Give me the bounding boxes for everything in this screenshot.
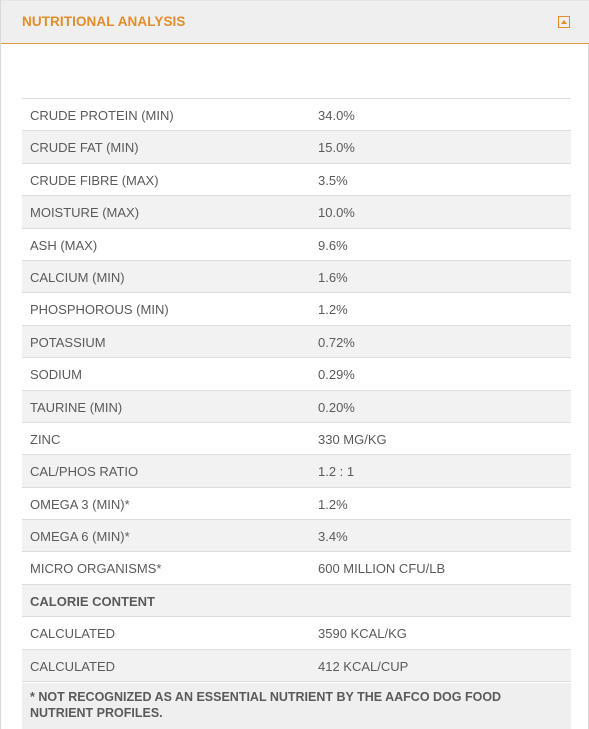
table-row: [22, 229, 571, 261]
table-row: [22, 488, 571, 520]
nutrient-value: 15.0%: [318, 140, 355, 156]
table-row: [22, 520, 571, 552]
nutrient-value: 3.4%: [318, 529, 348, 545]
table-row: [22, 131, 571, 163]
table-row: [22, 455, 571, 487]
table-row: [22, 423, 571, 455]
nutrient-label: CALCULATED: [30, 658, 116, 674]
nutrient-value: 1.2 : 1: [318, 464, 355, 480]
table-row: [22, 650, 571, 682]
table-row: [22, 293, 571, 325]
table-row: [22, 164, 571, 196]
nutrient-value: 1.6%: [318, 269, 348, 285]
nutrient-label: CALCULATED: [30, 626, 116, 642]
nutrient-value: 3.5%: [318, 172, 348, 188]
table-row: [22, 391, 571, 423]
table-row: [22, 585, 571, 617]
panel-title: NUTRITIONAL ANALYSIS: [22, 14, 186, 29]
nutrient-label: ZINC: [30, 431, 61, 447]
nutrient-label: MICRO ORGANISMS*: [30, 561, 162, 577]
nutrient-value: 1.2%: [318, 496, 348, 512]
nutrient-label: CALCIUM (MIN): [30, 269, 125, 285]
table-row: [22, 196, 571, 228]
nutrient-label: CAL/PHOS RATIO: [30, 464, 139, 480]
nutrient-value: 0.20%: [318, 399, 355, 415]
nutrient-label: TAURINE (MIN): [30, 399, 123, 415]
nutrient-value: 412 KCAL/CUP: [318, 658, 409, 674]
table-row: [22, 617, 571, 649]
table-row: [22, 261, 571, 293]
nutrient-label: CALORIE CONTENT: [30, 593, 155, 609]
nutrient-value: 0.72%: [318, 334, 355, 350]
nutrient-value: 34.0%: [318, 108, 355, 123]
nutrient-label: CRUDE PROTEIN (MIN): [30, 108, 174, 123]
table-row: [22, 552, 571, 584]
nutrient-value: 9.6%: [318, 237, 348, 253]
footnote: * NOT RECOGNIZED AS AN ESSENTIAL NUTRIENT BY THE AAFCO DOG FOOD NUTRIENT PROFILES.: [22, 683, 571, 729]
nutrient-label: POTASSIUM: [30, 334, 106, 350]
table-row: [22, 358, 571, 390]
nutrition-table: [22, 98, 571, 682]
collapse-up-icon[interactable]: [558, 16, 570, 28]
table-row: [22, 326, 571, 358]
nutrient-label: OMEGA 6 (MIN)*: [30, 529, 130, 545]
table-row: [22, 99, 571, 131]
nutrient-label: CRUDE FIBRE (MAX): [30, 172, 159, 188]
nutrient-label: PHOSPHOROUS (MIN): [30, 302, 169, 318]
nutrient-value: 330 MG/KG: [318, 431, 387, 447]
nutrient-value: 0.29%: [318, 367, 355, 383]
nutrient-label: SODIUM: [30, 367, 82, 383]
accordion-header[interactable]: [1, 0, 589, 44]
nutrient-label: MOISTURE (MAX): [30, 205, 140, 221]
nutrient-value: 600 MILLION CFU/LB: [318, 561, 446, 577]
nutrient-label: ASH (MAX): [30, 237, 98, 253]
nutrient-value: 1.2%: [318, 302, 348, 318]
chevron-up-icon: [561, 20, 567, 24]
nutrient-value: 3590 KCAL/KG: [318, 626, 407, 642]
nutrient-label: CRUDE FAT (MIN): [30, 140, 139, 156]
nutrient-value: 10.0%: [318, 205, 355, 221]
nutrient-label: OMEGA 3 (MIN)*: [30, 496, 130, 512]
